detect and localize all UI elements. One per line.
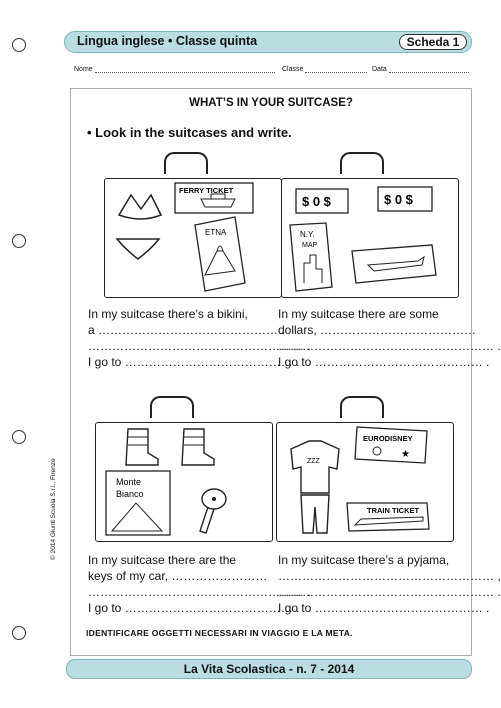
- suitcase-handle: [340, 152, 384, 174]
- ski-boot-icon: [126, 429, 158, 465]
- map-label: MAP: [302, 242, 318, 249]
- etna-postcard-icon: [195, 217, 245, 291]
- class-field[interactable]: [282, 66, 367, 73]
- ski-boot-icon: [182, 429, 214, 465]
- suitcase-2: [281, 178, 459, 298]
- suitcase-handle: [164, 152, 208, 174]
- dollar-bill-icon: [378, 187, 432, 211]
- suitcase-3: [95, 422, 273, 542]
- answer-line[interactable]: ……………………………………………… ,: [278, 569, 501, 583]
- suitcase-2-illustration: [282, 179, 458, 297]
- magazine-footer: La Vita Scolastica - n. 7 - 2014: [66, 659, 472, 679]
- train-ticket-label: TRAIN TICKET: [367, 506, 420, 515]
- svg-text:$ 0 $: $ 0 $: [384, 192, 413, 207]
- sentence-line: In my suitcase there are the: [88, 553, 237, 567]
- answer-line[interactable]: ……………………………………………… .: [278, 339, 501, 353]
- destination-line[interactable]: I go to …………………………………… .: [278, 355, 490, 369]
- suitcase-handle: [150, 396, 194, 418]
- sentence-line: In my suitcase there’s a pyjama,: [278, 553, 450, 567]
- binder-hole: [12, 234, 26, 248]
- answer-line[interactable]: a ……………………………………… .: [88, 323, 285, 337]
- suitcase-3-text: [88, 552, 311, 616]
- suitcase-1-illustration: [105, 179, 281, 297]
- binder-hole: [12, 38, 26, 52]
- binder-hole: [12, 430, 26, 444]
- zzz-label: ZZZ: [307, 458, 320, 465]
- copyright-credit: © 2014 Giunti Scuola S.r.l., Firenze: [50, 458, 57, 560]
- name-label: Nome: [74, 66, 93, 73]
- dollar-bill-icon: [296, 189, 348, 213]
- eurodisney-ticket-icon: [355, 427, 427, 463]
- pyjama-icon: [291, 441, 339, 533]
- ny-map-icon: [290, 223, 332, 291]
- ny-label: N.Y.: [300, 230, 315, 239]
- date-field[interactable]: [372, 66, 469, 73]
- answer-line[interactable]: dollars, …………………………………: [278, 323, 477, 337]
- answer-line[interactable]: ……………………………………………… .: [278, 585, 501, 599]
- sentence-line: In my suitcase there are some: [278, 307, 439, 321]
- suitcase-4-illustration: [277, 423, 453, 541]
- suitcase-3-illustration: [96, 423, 272, 541]
- car-key-icon: [200, 489, 226, 533]
- name-field[interactable]: [74, 66, 275, 73]
- suitcase-handle: [340, 396, 384, 418]
- ferry-ticket-icon: [175, 183, 253, 213]
- sentence-line: In my suitcase there’s a bikini,: [88, 307, 248, 321]
- bikini-bottom-icon: [117, 239, 159, 259]
- eurodisney-label: EURODISNEY: [363, 434, 413, 443]
- destination-line[interactable]: I go to …………………………………… .: [278, 601, 490, 615]
- svg-text:$ 0 $: $ 0 $: [302, 194, 331, 209]
- header-bar: [64, 31, 472, 53]
- subject-title: Lingua inglese • Classe quinta: [77, 34, 258, 48]
- binder-hole: [12, 626, 26, 640]
- answer-line[interactable]: ……………………………………………… .: [88, 585, 311, 599]
- date-label: Data: [372, 66, 387, 73]
- destination-line[interactable]: I go to …………………………………… .: [88, 355, 300, 369]
- suitcase-2-text: [278, 306, 501, 370]
- bikini-top-icon: [119, 195, 161, 219]
- suitcase-4-text: [278, 552, 501, 616]
- worksheet-title: WHAT’S IN YOUR SUITCASE?: [189, 97, 353, 109]
- monte-label: Monte: [116, 477, 142, 487]
- train-ticket-icon: [347, 503, 429, 531]
- answer-line[interactable]: keys of my car, ……………………: [88, 569, 268, 583]
- bianco-label: Bianco: [116, 489, 144, 499]
- suitcase-1: [104, 178, 282, 298]
- etna-label: ETNA: [205, 228, 227, 237]
- svg-text:★: ★: [401, 449, 410, 460]
- ferry-ticket-label: FERRY TICKET: [179, 186, 234, 195]
- suitcase-4: [276, 422, 454, 542]
- answer-line[interactable]: ……………………………………………… .: [88, 339, 311, 353]
- sheet-number-badge: Scheda 1: [399, 34, 467, 50]
- teacher-note: IDENTIFICARE OGGETTI NECESSARI IN VIAGGIO E LA META.: [86, 628, 353, 638]
- suitcase-1-text: [88, 306, 311, 370]
- instruction: • Look in the suitcases and write.: [87, 125, 292, 140]
- class-label: Classe: [282, 66, 304, 73]
- destination-line[interactable]: I go to …………………………………… .: [88, 601, 300, 615]
- airplane-ticket-icon: [352, 245, 436, 283]
- monte-bianco-postcard-icon: [106, 471, 170, 535]
